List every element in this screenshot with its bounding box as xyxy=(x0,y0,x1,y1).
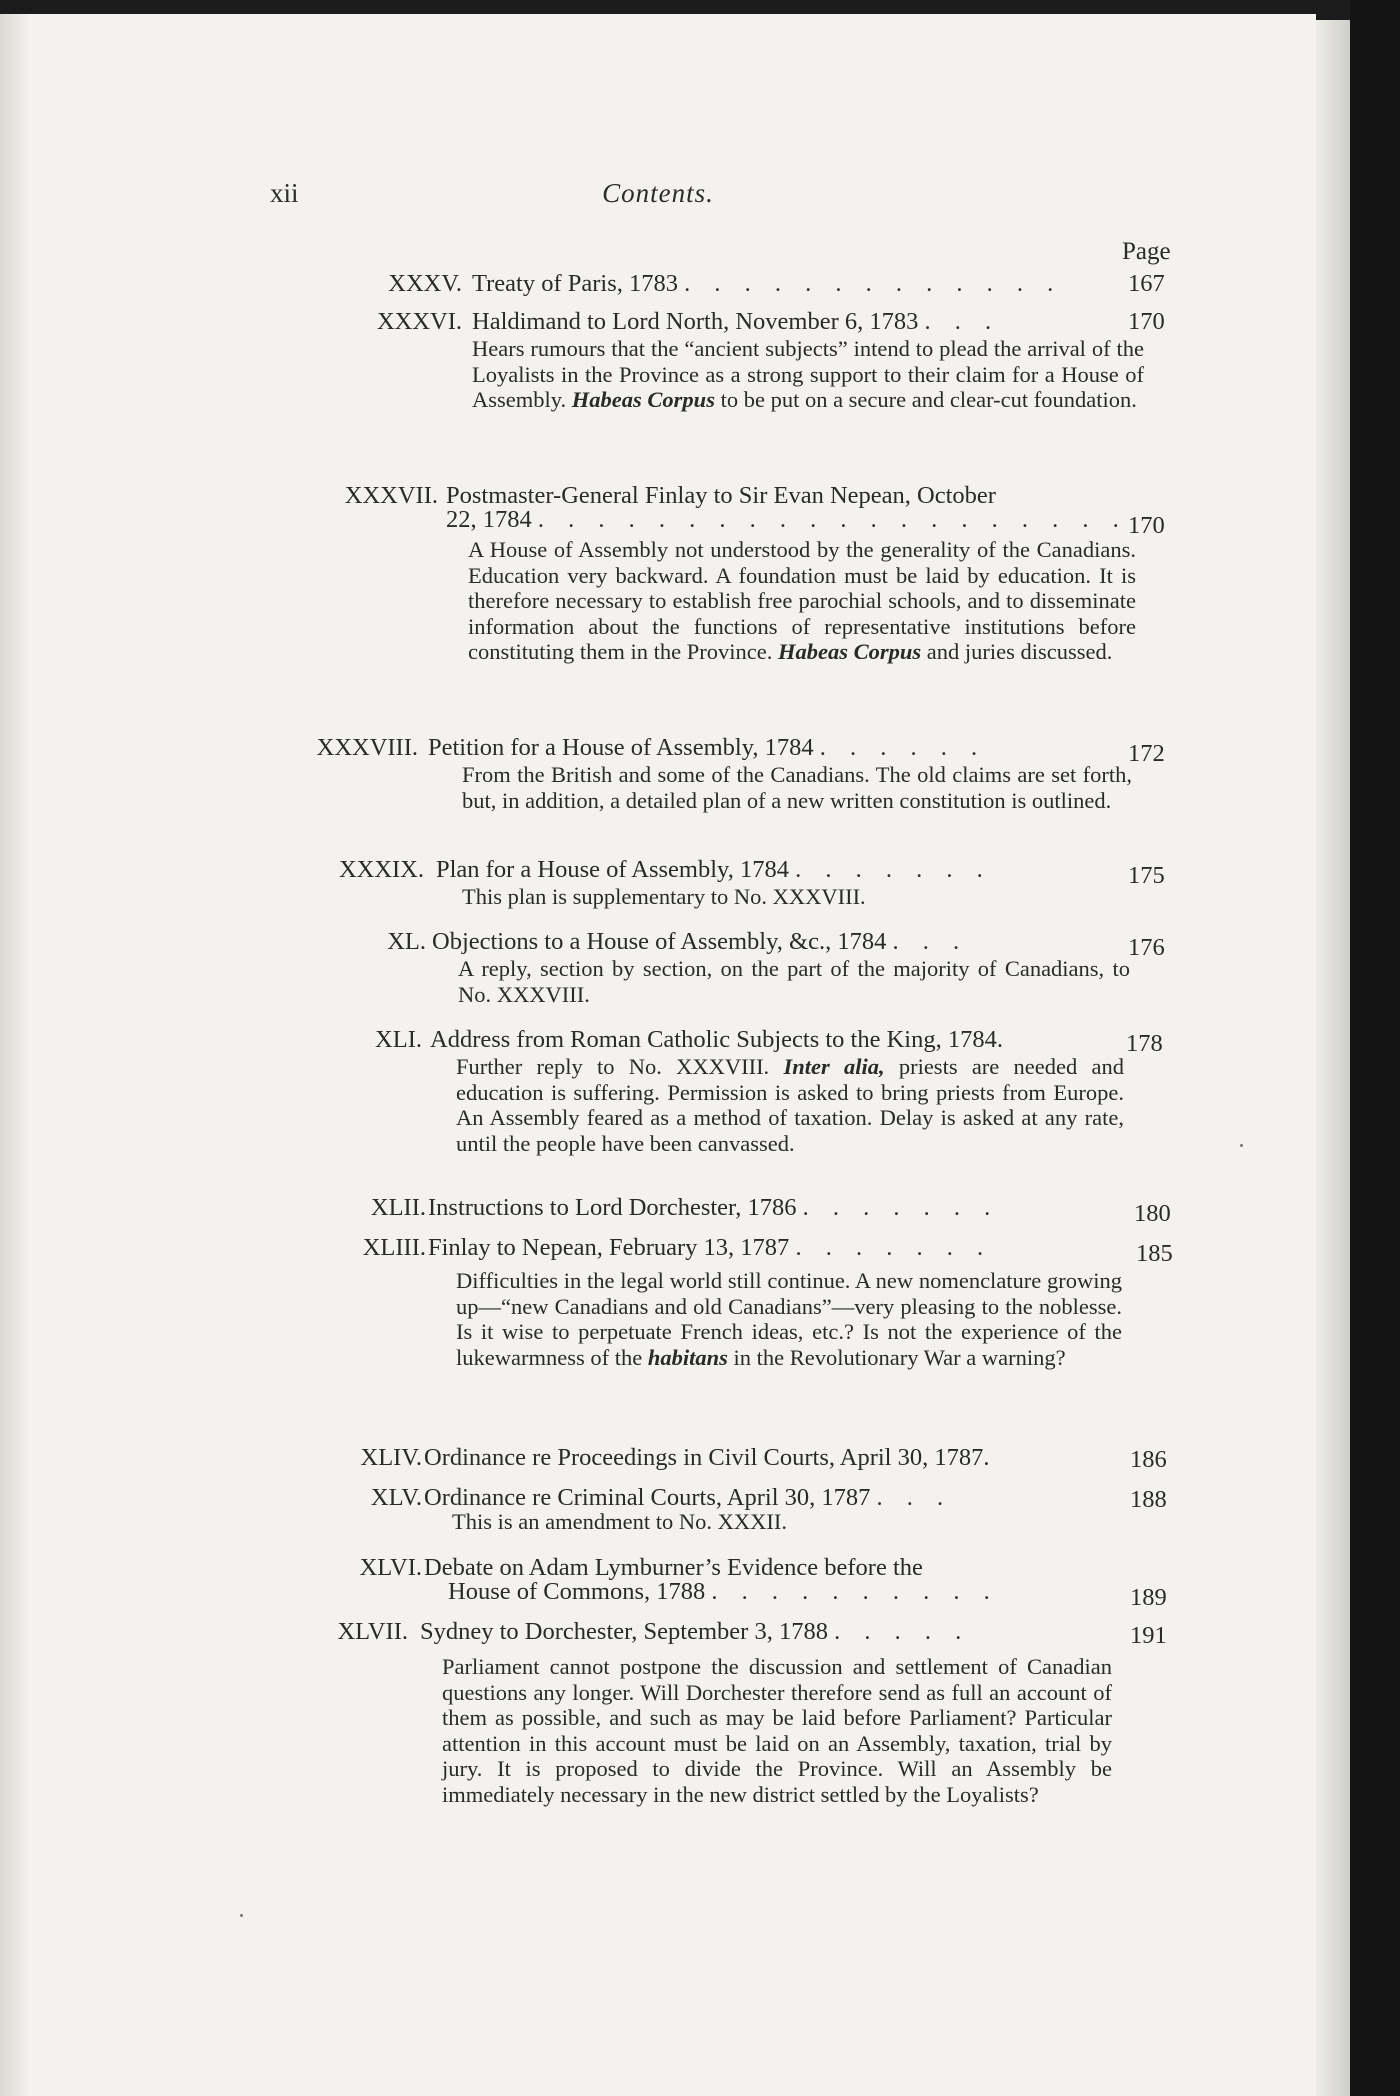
entry-page-number: 188 xyxy=(1130,1486,1167,1513)
entry-number: XXXV. xyxy=(388,270,462,297)
entry-summary: Further reply to No. XXXVIII. Inter alia, priests are needed and education is suffering. Permission is asked to bring priests from Europe. An Assembly feared as a method of taxation. Delay is asked at any rate, until the people have been canvassed. xyxy=(456,1054,1124,1156)
entry-page-number: 185 xyxy=(1136,1240,1173,1267)
dot-leader: . . . . . . xyxy=(819,734,987,761)
entry-number: XXXVII. xyxy=(344,482,438,509)
entry-page-number: 180 xyxy=(1134,1200,1171,1227)
entry-number: XXXVIII. xyxy=(316,734,418,761)
entry-heading: Address from Roman Catholic Subjects to the King, 1784. xyxy=(430,1026,1003,1053)
dot-leader: . . . . . . . . . . . . . . . . . . . . xyxy=(537,506,1128,533)
entry-page-number: 175 xyxy=(1128,862,1165,889)
entry-page-number: 170 xyxy=(1128,512,1165,539)
entry-page-number: 189 xyxy=(1130,1584,1167,1611)
entry-heading: Petition for a House of Assembly, 1784 . . . . . . xyxy=(428,734,987,761)
entry-page-number: 178 xyxy=(1126,1030,1163,1057)
entry-heading: Plan for a House of Assembly, 1784 . . . . . . . xyxy=(436,856,992,883)
entry-page-number: 186 xyxy=(1130,1446,1167,1473)
entry-heading-continued: 22, 1784 . . . . . . . . . . . . . . . . . . . . xyxy=(446,506,1128,533)
entry-number: XL. xyxy=(387,928,426,955)
entry-summary: From the British and some of the Canadians. The old claims are set forth, but, in addition, a detailed plan of a new written constitution is outlined. xyxy=(462,762,1132,813)
entry-number: XLII. xyxy=(370,1194,426,1221)
entry-number: XLI. xyxy=(375,1026,422,1053)
dot-leader: . . . . . xyxy=(834,1618,971,1645)
entry-number: XLVI. xyxy=(359,1554,422,1581)
entry-summary: This is an amendment to No. XXXII. xyxy=(452,1509,787,1534)
entry-summary: This plan is supplementary to No. XXXVIII. xyxy=(462,884,866,909)
entry-summary: Parliament cannot postpone the discussion and settlement of Canadian questions any longer. Will Dorchester therefore send as full an account of them as possible, and such as may be laid before Parliament? Particular attention in this account must be laid on an Assembly, taxation, trial by jury. It is proposed to divide the Province. Will an Assembly be immediately necessary in the new district settled by the Loyalists? xyxy=(442,1654,1112,1807)
dot-leader: . . . . . . . xyxy=(795,856,992,883)
dot-leader: . . . xyxy=(892,928,969,955)
entry-heading: Haldimand to Lord North, November 6, 1783 . . . xyxy=(472,308,1001,335)
running-title: Contents. xyxy=(602,178,714,208)
entry-summary: A reply, section by section, on the part of the majority of Canadians, to No. XXXVIII. xyxy=(458,956,1130,1007)
dot-leader: . . . . . . . . . . xyxy=(711,1578,999,1605)
entry-heading-continued: House of Commons, 1788 . . . . . . . . . . xyxy=(448,1578,999,1605)
page-column-label: Page xyxy=(1122,238,1171,265)
book-page xyxy=(0,14,1316,2096)
entry-page-number: 170 xyxy=(1128,308,1165,335)
entry-page-number: 191 xyxy=(1130,1622,1167,1649)
entry-heading: Ordinance re Criminal Courts, April 30, 1787 . . . xyxy=(424,1484,953,1511)
scan-speck xyxy=(1240,1144,1243,1147)
entry-heading: Finlay to Nepean, February 13, 1787 . . . . . . . xyxy=(428,1234,993,1261)
entry-summary: Hears rumours that the “ancient subjects” intend to plead the arrival of the Loyalists in the Province as a strong support to their claim for a House of Assembly. Habeas Corpus to be put on a secure and clear-cut foundation. xyxy=(472,336,1144,412)
entry-heading: Debate on Adam Lymburner’s Evidence before the xyxy=(424,1554,923,1581)
entry-number: XLIII. xyxy=(362,1234,426,1261)
entry-heading: Objections to a House of Assembly, &c., 1784 . . . xyxy=(432,928,969,955)
dot-leader: . . . xyxy=(924,308,1001,335)
entry-page-number: 172 xyxy=(1128,740,1165,767)
dot-leader: . . . . . . . xyxy=(795,1234,993,1261)
entry-summary: A House of Assembly not understood by the generality of the Canadians. Education very backward. A foundation must be laid by education. It is therefore necessary to establish free parochial schools, and to disseminate information about the functions of representative institutions before constituting them in the Province. Habeas Corpus and juries discussed. xyxy=(468,537,1136,664)
dot-leader: . . . . . . . . . . . . . xyxy=(684,270,1063,297)
entry-heading: Treaty of Paris, 1783 . . . . . . . . . . . . . xyxy=(472,270,1063,297)
page-folio: xii xyxy=(270,178,299,208)
dot-leader: . . . xyxy=(876,1484,953,1511)
entry-heading: Ordinance re Proceedings in Civil Courts, April 30, 1787. xyxy=(424,1444,990,1471)
entry-page-number: 167 xyxy=(1128,270,1165,297)
entry-page-number: 176 xyxy=(1128,934,1165,961)
dot-leader: . . . . . . . xyxy=(802,1194,1000,1221)
entry-heading: Postmaster-General Finlay to Sir Evan Nepean, October xyxy=(446,482,996,509)
entry-number: XLVII. xyxy=(337,1618,408,1645)
entry-number: XXXVI. xyxy=(376,308,462,335)
entry-heading: Instructions to Lord Dorchester, 1786 . . . . . . . xyxy=(428,1194,1000,1221)
entry-number: XXXIX. xyxy=(338,856,424,883)
entry-number: XLIV. xyxy=(360,1444,422,1471)
entry-heading: Sydney to Dorchester, September 3, 1788 . . . . . xyxy=(420,1618,971,1645)
entry-summary: Difficulties in the legal world still continue. A new nomenclature growing up—“new Canadians and old Canadians”—very pleasing to the noblesse. Is it wise to perpetuate French ideas, etc.? Is not the experience of the lukewarmness of the habitans in the Revolutionary War a warning? xyxy=(456,1268,1122,1370)
scan-edge xyxy=(1350,0,1400,2096)
entry-number: XLV. xyxy=(370,1484,422,1511)
scan-speck xyxy=(240,1914,243,1917)
